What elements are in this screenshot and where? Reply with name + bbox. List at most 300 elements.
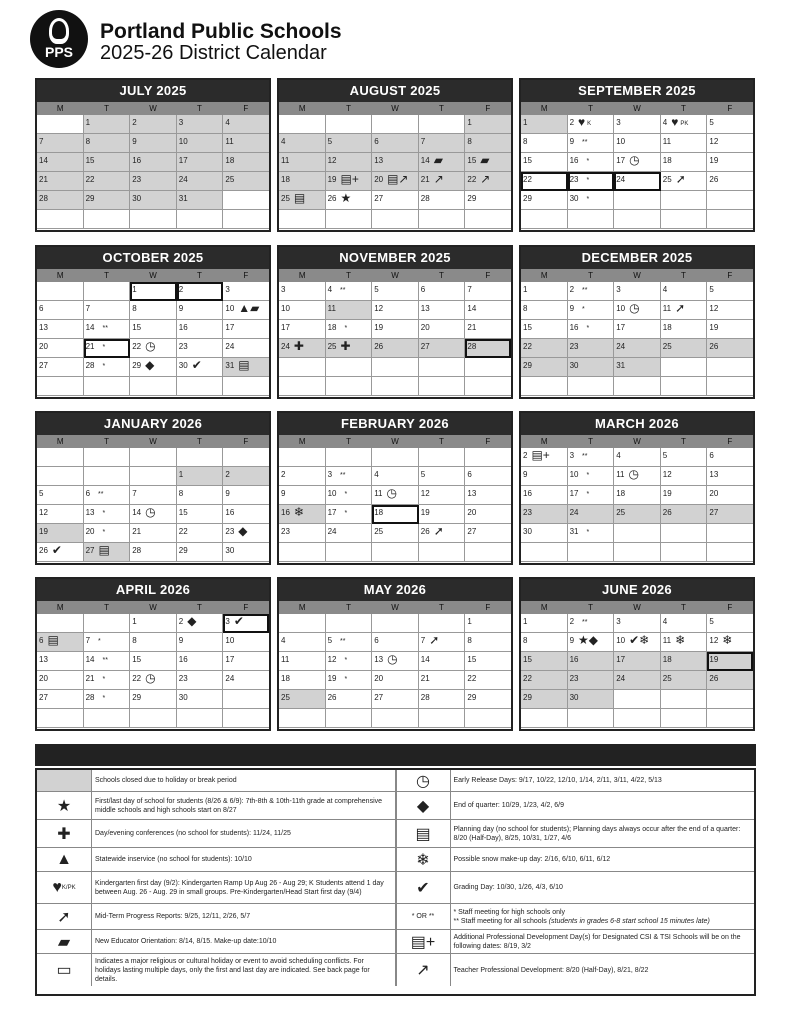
day-cell bbox=[614, 614, 661, 633]
day-number: 29 bbox=[132, 361, 142, 370]
day-number: 18 bbox=[327, 323, 337, 332]
pps-logo bbox=[30, 10, 88, 68]
day-number: 12 bbox=[327, 655, 337, 664]
day-cell bbox=[465, 115, 511, 134]
day-cell bbox=[614, 172, 661, 191]
day-number: 10 bbox=[281, 304, 290, 313]
day-number: 2 bbox=[523, 451, 528, 460]
week-row bbox=[521, 690, 753, 709]
day-cell bbox=[568, 320, 615, 339]
clipboard-icon: ▤ bbox=[396, 820, 451, 847]
trend-icon: ↗ bbox=[433, 172, 444, 187]
day-number: 24 bbox=[616, 175, 626, 184]
day-number: 7 bbox=[85, 636, 91, 645]
day-number: 20 bbox=[374, 175, 384, 184]
day-cell bbox=[177, 524, 224, 543]
day-number: 2 bbox=[281, 470, 286, 479]
day-cell bbox=[130, 505, 177, 524]
day-cell bbox=[372, 448, 419, 467]
day-cell bbox=[568, 210, 615, 229]
day-cell bbox=[84, 652, 131, 671]
staff-meeting-marker: * bbox=[586, 491, 590, 498]
day-cell bbox=[465, 524, 511, 543]
day-cell bbox=[707, 690, 753, 709]
logo-text: PPS bbox=[44, 44, 73, 60]
day-number: 30 bbox=[132, 194, 142, 203]
day-number: 16 bbox=[523, 489, 532, 498]
weekday-label: M bbox=[540, 603, 548, 612]
day-number: 9 bbox=[132, 137, 137, 146]
week-row bbox=[521, 191, 753, 210]
clock-icon: ◷ bbox=[387, 652, 398, 667]
day-cell bbox=[707, 153, 753, 172]
day-cell bbox=[372, 505, 419, 524]
day-cell bbox=[661, 633, 708, 652]
heart-label: PK bbox=[680, 121, 689, 127]
day-cell bbox=[614, 467, 661, 486]
clock-icon: ◷ bbox=[145, 339, 156, 354]
day-cell bbox=[465, 153, 511, 172]
month-block bbox=[35, 245, 271, 399]
week-row bbox=[37, 505, 269, 524]
day-number: 2 bbox=[178, 617, 184, 626]
legend-row bbox=[37, 930, 754, 954]
day-cell bbox=[130, 172, 177, 191]
day-number: 4 bbox=[225, 118, 230, 127]
day-number: 15 bbox=[523, 655, 532, 664]
day-cell bbox=[130, 339, 177, 358]
snowflake-icon: ❄ bbox=[675, 633, 686, 648]
day-cell bbox=[84, 377, 131, 396]
day-cell bbox=[614, 448, 661, 467]
staff-meeting-key: * OR ** bbox=[396, 904, 451, 929]
day-cell bbox=[614, 320, 661, 339]
legend-text: Schools closed due to holiday or break period bbox=[92, 770, 396, 791]
day-cell bbox=[521, 690, 568, 709]
day-cell bbox=[372, 543, 419, 562]
day-number: 8 bbox=[467, 636, 472, 645]
day-number: 19 bbox=[662, 489, 672, 498]
day-cell bbox=[372, 467, 419, 486]
day-number: 14 bbox=[467, 304, 477, 313]
triangle-icon: ▲ bbox=[37, 848, 92, 871]
day-number: 8 bbox=[178, 489, 184, 498]
day-number: 30 bbox=[569, 361, 579, 370]
legend-row bbox=[37, 770, 754, 792]
day-cell bbox=[707, 467, 753, 486]
day-number: 22 bbox=[523, 175, 532, 184]
day-cell bbox=[372, 320, 419, 339]
day-number: 18 bbox=[616, 489, 626, 498]
day-number: 14 bbox=[132, 508, 142, 517]
day-cell bbox=[568, 524, 615, 543]
day-cell bbox=[326, 210, 373, 229]
day-number: 29 bbox=[523, 693, 532, 702]
day-cell bbox=[279, 282, 326, 301]
weekday-label: M bbox=[56, 271, 64, 280]
day-number: 28 bbox=[467, 342, 477, 351]
plus-icon: ✚ bbox=[340, 339, 351, 354]
weekday-header bbox=[279, 435, 511, 448]
day-number: 21 bbox=[467, 323, 477, 332]
day-cell bbox=[707, 709, 753, 728]
weekday-label: W bbox=[391, 104, 399, 113]
day-cell bbox=[279, 191, 326, 210]
day-cell bbox=[419, 377, 466, 396]
weekday-label: T bbox=[346, 104, 352, 113]
day-cell bbox=[465, 467, 511, 486]
day-number: 30 bbox=[178, 693, 188, 702]
day-number: 9 bbox=[281, 489, 286, 498]
day-number: 14 bbox=[39, 156, 48, 165]
week-row bbox=[279, 153, 511, 172]
weekday-label: T bbox=[196, 271, 202, 280]
day-number: 17 bbox=[616, 323, 626, 332]
day-cell bbox=[568, 467, 615, 486]
day-cell bbox=[84, 172, 131, 191]
weekday-label: W bbox=[391, 603, 399, 612]
day-number: 5 bbox=[709, 617, 714, 626]
day-cell bbox=[223, 486, 269, 505]
day-cell bbox=[130, 671, 177, 690]
day-cell bbox=[223, 633, 269, 652]
day-cell bbox=[521, 320, 568, 339]
day-cell bbox=[614, 505, 661, 524]
arrow-icon: ➚ bbox=[675, 301, 686, 316]
day-number: 5 bbox=[327, 636, 333, 645]
weekday-label: T bbox=[346, 271, 352, 280]
heart-label: K bbox=[587, 121, 592, 127]
day-number: 24 bbox=[225, 674, 235, 683]
day-cell bbox=[707, 652, 753, 671]
day-cell bbox=[419, 358, 466, 377]
clock-icon: ◷ bbox=[396, 770, 451, 791]
day-cell bbox=[177, 467, 224, 486]
day-number: 6 bbox=[39, 636, 44, 645]
day-cell bbox=[465, 172, 511, 191]
day-cell bbox=[37, 652, 84, 671]
day-cell bbox=[521, 358, 568, 377]
day-number: 24 bbox=[569, 508, 579, 517]
staff-meeting-marker: * bbox=[344, 676, 348, 683]
day-cell bbox=[707, 633, 753, 652]
day-number: 7 bbox=[420, 137, 426, 146]
day-number: 29 bbox=[85, 194, 95, 203]
snowflake-icon: ❄ bbox=[293, 505, 304, 520]
day-cell bbox=[223, 505, 269, 524]
day-cell bbox=[372, 301, 419, 320]
day-cell bbox=[177, 339, 224, 358]
week-row bbox=[279, 614, 511, 633]
day-cell bbox=[177, 633, 224, 652]
week-row bbox=[37, 633, 269, 652]
star-icon: ★ bbox=[340, 191, 352, 206]
day-cell bbox=[614, 210, 661, 229]
day-cell bbox=[568, 282, 615, 301]
staff-meeting-marker: * bbox=[586, 196, 590, 203]
day-cell bbox=[84, 671, 131, 690]
day-cell bbox=[223, 358, 269, 377]
day-number: 9 bbox=[178, 304, 184, 313]
day-number: 30 bbox=[523, 527, 532, 536]
day-cell bbox=[326, 633, 373, 652]
diamond-icon: ◆ bbox=[396, 792, 451, 819]
day-cell bbox=[177, 671, 224, 690]
week-row bbox=[521, 320, 753, 339]
diamond-icon: ◆ bbox=[238, 524, 248, 539]
day-cell bbox=[177, 486, 224, 505]
day-cell bbox=[326, 709, 373, 728]
day-cell bbox=[326, 282, 373, 301]
staff-meeting-marker: ** bbox=[102, 325, 108, 332]
week-row bbox=[521, 709, 753, 728]
day-number: 1 bbox=[467, 617, 472, 626]
weekday-label: M bbox=[540, 104, 548, 113]
day-number: 11 bbox=[281, 156, 290, 165]
day-cell bbox=[326, 339, 373, 358]
staff-meeting-marker: * bbox=[586, 325, 590, 332]
day-cell bbox=[372, 671, 419, 690]
day-number: 29 bbox=[467, 194, 477, 203]
day-cell bbox=[372, 690, 419, 709]
day-cell bbox=[326, 153, 373, 172]
day-cell bbox=[177, 709, 224, 728]
day-cell bbox=[223, 191, 269, 210]
week-row bbox=[521, 172, 753, 191]
month-title: SEPTEMBER 2025 bbox=[521, 80, 753, 102]
legend-text: Statewide inservice (no school for students): 10/10 bbox=[92, 848, 396, 871]
day-cell bbox=[419, 115, 466, 134]
day-number: 13 bbox=[39, 323, 48, 332]
day-cell bbox=[614, 134, 661, 153]
month-title: MAY 2026 bbox=[279, 579, 511, 601]
day-number: 5 bbox=[374, 285, 379, 294]
weekday-header bbox=[37, 601, 269, 614]
day-cell bbox=[465, 690, 511, 709]
day-cell bbox=[37, 210, 84, 229]
day-number: 21 bbox=[85, 342, 95, 351]
day-number: 11 bbox=[327, 304, 336, 313]
day-number: 23 bbox=[523, 508, 532, 517]
day-cell bbox=[419, 153, 466, 172]
day-cell bbox=[707, 614, 753, 633]
day-cell bbox=[661, 358, 708, 377]
day-number: 26 bbox=[39, 546, 48, 555]
day-cell bbox=[326, 301, 373, 320]
day-cell bbox=[84, 543, 131, 562]
week-row bbox=[279, 282, 511, 301]
weekday-label: T bbox=[104, 437, 110, 446]
day-number: 4 bbox=[281, 137, 286, 146]
day-cell bbox=[707, 448, 753, 467]
day-number: 17 bbox=[281, 323, 290, 332]
diamond-icon: ◆ bbox=[187, 614, 197, 629]
day-number: 18 bbox=[662, 655, 672, 664]
day-number: 16 bbox=[569, 655, 579, 664]
month-block bbox=[519, 577, 755, 731]
day-cell bbox=[614, 633, 661, 652]
day-cell bbox=[372, 524, 419, 543]
day-cell bbox=[661, 448, 708, 467]
day-number: 17 bbox=[327, 508, 337, 517]
day-number: 1 bbox=[85, 118, 91, 127]
weekday-label: T bbox=[104, 271, 110, 280]
day-cell bbox=[707, 505, 753, 524]
day-cell bbox=[419, 282, 466, 301]
day-number: 6 bbox=[467, 470, 472, 479]
day-number: 22 bbox=[467, 674, 477, 683]
legend bbox=[35, 768, 756, 996]
day-cell bbox=[84, 115, 131, 134]
day-cell bbox=[707, 320, 753, 339]
day-number: 31 bbox=[616, 361, 626, 370]
check-icon: ✔ bbox=[191, 358, 202, 373]
day-cell bbox=[465, 320, 511, 339]
day-number: 13 bbox=[39, 655, 48, 664]
week-row bbox=[279, 191, 511, 210]
clock-icon: ◷ bbox=[386, 486, 397, 501]
day-number: 3 bbox=[225, 285, 230, 294]
day-number: 8 bbox=[523, 636, 528, 645]
day-cell bbox=[130, 282, 177, 301]
day-cell bbox=[223, 115, 269, 134]
day-cell bbox=[661, 210, 708, 229]
legend-line: * Staff meeting for high schools only bbox=[453, 908, 566, 916]
day-number: 19 bbox=[327, 674, 337, 683]
day-cell bbox=[707, 358, 753, 377]
day-number: 23 bbox=[569, 342, 579, 351]
week-row bbox=[279, 172, 511, 191]
week-row bbox=[521, 377, 753, 396]
legend-row bbox=[37, 848, 754, 872]
day-number: 11 bbox=[616, 470, 625, 479]
day-cell bbox=[279, 448, 326, 467]
day-number: 23 bbox=[569, 175, 579, 184]
day-number: 2 bbox=[225, 470, 230, 479]
heart-icon: ♥ K/PK bbox=[37, 872, 92, 903]
plus-icon: ✚ bbox=[37, 820, 92, 847]
month-title: OCTOBER 2025 bbox=[37, 247, 269, 269]
day-cell bbox=[326, 652, 373, 671]
day-cell bbox=[279, 709, 326, 728]
week-row bbox=[37, 358, 269, 377]
staff-meeting-marker: ** bbox=[582, 287, 588, 294]
clock-icon: ◷ bbox=[629, 301, 640, 316]
day-cell bbox=[326, 690, 373, 709]
week-row bbox=[521, 115, 753, 134]
day-cell bbox=[521, 377, 568, 396]
week-row bbox=[37, 614, 269, 633]
month-title: JANUARY 2026 bbox=[37, 413, 269, 435]
weekday-label: W bbox=[149, 104, 157, 113]
day-cell bbox=[419, 524, 466, 543]
day-cell bbox=[521, 134, 568, 153]
day-cell bbox=[37, 690, 84, 709]
weekday-label: F bbox=[243, 437, 249, 446]
day-number: 22 bbox=[85, 175, 95, 184]
day-cell bbox=[707, 339, 753, 358]
day-number: 26 bbox=[420, 527, 430, 536]
day-cell bbox=[614, 543, 661, 562]
weekday-header bbox=[37, 269, 269, 282]
day-number: 19 bbox=[327, 175, 337, 184]
day-cell bbox=[465, 358, 511, 377]
day-cell bbox=[279, 115, 326, 134]
day-cell bbox=[223, 614, 269, 633]
day-number: 1 bbox=[467, 118, 472, 127]
star-icon: ★ bbox=[37, 792, 92, 819]
day-number: 15 bbox=[467, 156, 477, 165]
day-cell bbox=[279, 505, 326, 524]
day-cell bbox=[177, 320, 224, 339]
day-cell bbox=[661, 671, 708, 690]
week-row bbox=[279, 543, 511, 562]
day-cell bbox=[521, 633, 568, 652]
staff-meeting-marker: * bbox=[102, 695, 106, 702]
day-cell bbox=[326, 467, 373, 486]
staff-meeting-marker: ** bbox=[582, 619, 588, 626]
day-cell bbox=[177, 448, 224, 467]
page-subtitle: 2025-26 District Calendar bbox=[100, 42, 327, 64]
day-number: 11 bbox=[225, 137, 234, 146]
day-number: 11 bbox=[662, 304, 672, 313]
month-block bbox=[277, 78, 513, 232]
day-number: 30 bbox=[569, 194, 579, 203]
month-block bbox=[519, 411, 755, 565]
day-cell bbox=[614, 339, 661, 358]
legend-bar bbox=[35, 744, 756, 766]
day-cell bbox=[419, 690, 466, 709]
weekday-header bbox=[521, 601, 753, 614]
day-number: 12 bbox=[709, 137, 719, 146]
day-number: 23 bbox=[281, 527, 290, 536]
day-cell bbox=[37, 339, 84, 358]
day-number: 6 bbox=[39, 304, 44, 313]
day-number: 17 bbox=[225, 655, 235, 664]
day-cell bbox=[568, 134, 615, 153]
day-number: 17 bbox=[178, 156, 188, 165]
day-cell bbox=[223, 210, 269, 229]
day-number: 18 bbox=[281, 674, 290, 683]
week-row bbox=[37, 134, 269, 153]
day-cell bbox=[661, 115, 708, 134]
day-cell bbox=[130, 134, 177, 153]
day-cell bbox=[661, 153, 708, 172]
day-cell bbox=[326, 377, 373, 396]
weekday-label: F bbox=[485, 104, 491, 113]
day-number: 3 bbox=[225, 617, 230, 626]
day-cell bbox=[707, 301, 753, 320]
day-number: 14 bbox=[85, 323, 95, 332]
day-number: 25 bbox=[281, 194, 290, 203]
staff-meeting-marker: * bbox=[582, 306, 585, 313]
day-cell bbox=[326, 524, 373, 543]
day-number: 28 bbox=[85, 361, 95, 370]
day-number: 4 bbox=[662, 118, 668, 127]
day-cell bbox=[130, 301, 177, 320]
legend-text: New Educator Orientation: 8/14, 8/15. Make-up date:10/10 bbox=[92, 930, 396, 953]
day-number: 5 bbox=[709, 285, 714, 294]
day-number: 8 bbox=[523, 137, 528, 146]
day-cell bbox=[177, 282, 224, 301]
legend-row bbox=[37, 904, 754, 930]
day-number: 12 bbox=[327, 156, 337, 165]
clipboard-icon: ▤ bbox=[238, 358, 250, 373]
day-cell bbox=[84, 282, 131, 301]
day-number: 26 bbox=[709, 342, 719, 351]
week-row bbox=[279, 377, 511, 396]
week-row bbox=[279, 134, 511, 153]
